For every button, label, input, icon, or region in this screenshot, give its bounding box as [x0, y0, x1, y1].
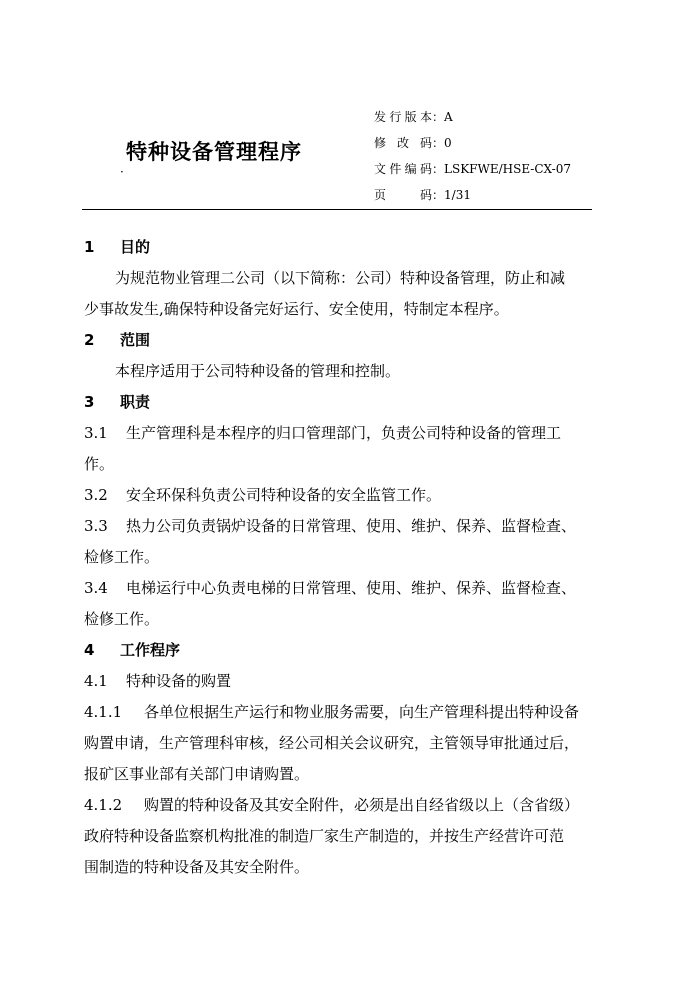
meta-label: 文件编码: [374, 162, 432, 176]
meta-page: [374, 182, 571, 208]
section-heading-responsibilities: [84, 387, 622, 418]
paragraph-line: 检修工作。: [84, 610, 160, 628]
clause-text: 电梯运行中心负责电梯的日常管理、使用、维护、保养、监督检查、: [126, 579, 577, 597]
section-heading-purpose: [84, 232, 622, 263]
document-meta: [374, 104, 571, 208]
meta-label: 页 码: [374, 188, 432, 202]
paragraph-line: 围制造的特种设备及其安全附件。: [84, 858, 310, 876]
section-title: 职责: [120, 393, 151, 411]
clause-text: 热力公司负责锅炉设备的日常管理、使用、维护、保养、监督检查、: [126, 517, 577, 535]
clause-4-1: [84, 666, 622, 697]
clause-text: 生产管理科是本程序的归口管理部门，负责公司特种设备的管理工: [126, 424, 562, 442]
clause-3-2: [84, 480, 622, 511]
section-title: 范围: [120, 331, 151, 349]
clause-number: 4.1.2: [84, 796, 123, 814]
paragraph-line: 本程序适用于公司特种设备的管理和控制。: [115, 362, 401, 380]
section-number: 3: [84, 393, 95, 411]
clause-3-1: [84, 418, 622, 449]
paragraph-line: 作。: [84, 455, 115, 473]
meta-separator: ：: [432, 188, 445, 202]
section-title: 目的: [120, 238, 151, 256]
meta-label: 发行版本: [374, 110, 432, 124]
paragraph-line: 少事故发生,确保特种设备完好运行、安全使用，特制定本程序。: [84, 300, 509, 318]
document-body: [84, 232, 622, 883]
meta-file-code: [374, 156, 571, 182]
paragraph-line: 政府特种设备监察机构批准的制造厂家生产制造的，并按生产经营许可范: [84, 827, 565, 845]
clause-text: 各单位根据生产运行和物业服务需要，向生产管理科提出特种设备: [144, 703, 580, 721]
title-mark: ·: [120, 165, 124, 179]
meta-value: A: [444, 110, 453, 124]
meta-separator: ：: [432, 110, 445, 124]
paragraph-line: 报矿区事业部有关部门申请购置。: [84, 765, 310, 783]
clause-number: 3.1: [84, 424, 108, 442]
clause-text: 特种设备的购置: [126, 672, 232, 690]
clause-3-3: [84, 511, 622, 542]
clause-number: 4.1.1: [84, 703, 123, 721]
header-divider: [82, 209, 592, 210]
meta-revision: [374, 130, 571, 156]
section-title: 工作程序: [120, 641, 181, 659]
meta-separator: ：: [432, 136, 445, 150]
clause-4-1-2: [84, 790, 622, 821]
section-number: 2: [84, 331, 95, 349]
meta-separator: ：: [432, 162, 445, 176]
clause-4-1-1: [84, 697, 622, 728]
meta-label: 修 改 码: [374, 136, 432, 150]
paragraph-line: 检修工作。: [84, 548, 160, 566]
meta-value: 1/31: [444, 188, 471, 202]
section-number: 4: [84, 641, 95, 659]
meta-version: [374, 104, 571, 130]
clause-number: 3.4: [84, 579, 108, 597]
section-number: 1: [84, 238, 95, 256]
paragraph-line: 为规范物业管理二公司（以下简称：公司）特种设备管理，防止和减: [115, 269, 566, 287]
clause-text: 安全环保科负责公司特种设备的安全监管工作。: [126, 486, 442, 504]
paragraph-line: 购置申请，生产管理科审核，经公司相关会议研究，主管领导审批通过后，: [84, 734, 580, 752]
meta-value: LSKFWE/HSE-CX-07: [444, 162, 571, 176]
section-heading-scope: [84, 325, 622, 356]
clause-text: 购置的特种设备及其安全附件，必须是出自经省级以上（含省级）: [144, 796, 580, 814]
meta-value: 0: [444, 136, 452, 150]
clause-number: 3.3: [84, 517, 108, 535]
document-title: 特种设备管理程序: [126, 140, 302, 164]
clause-3-4: [84, 573, 622, 604]
clause-number: 4.1: [84, 672, 108, 690]
clause-number: 3.2: [84, 486, 108, 504]
section-heading-procedure: [84, 635, 622, 666]
